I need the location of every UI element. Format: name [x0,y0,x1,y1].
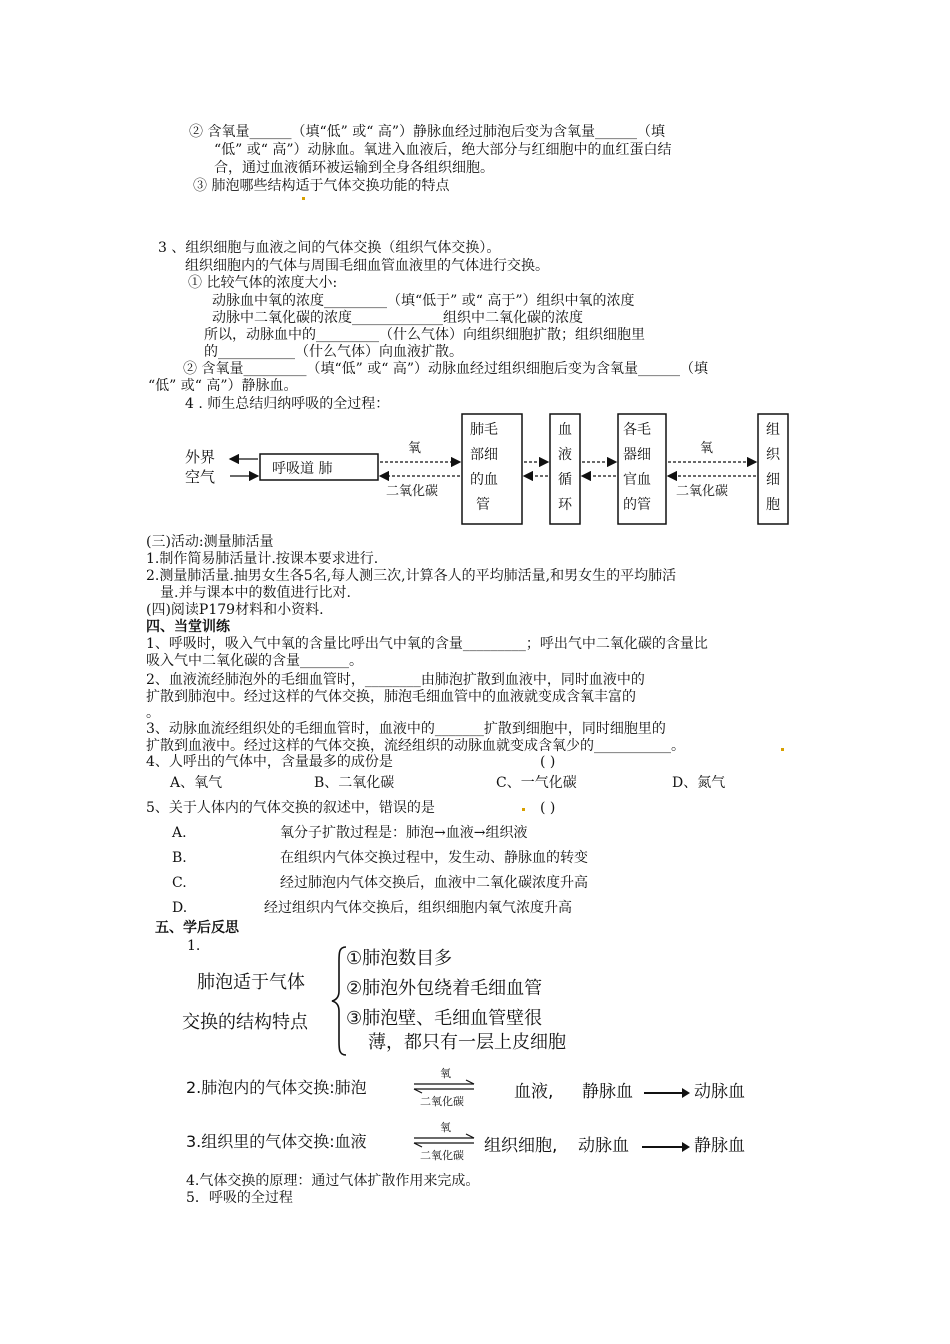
lung-cap-4: 管 [476,497,490,513]
q5-option-d-text: 经过组织内气体交换后，组织细胞内氧气浓度升高 [264,900,572,916]
tissue-2: 织 [766,447,780,463]
section3-line-oxygen: 动脉血中氧的浓度_________（填“低于” 或“ 高于”）组织中氧的浓度 [212,293,635,309]
lung-cap-3: 的血 [470,472,498,488]
question-2c: 。 [146,705,160,721]
section3-title: 3 、组织细胞与血液之间的气体交换（组织气体交换）。 [158,240,501,256]
section3-line-venous: “低” 或“ 高”）静脉血。 [148,378,298,394]
alveolar-exchange-label: 2.肺泡内的气体交换:肺泡 [186,1078,367,1097]
question-3a: 3、动脉血流经组织处的毛细血管时，血液中的_______扩散到细胞中，同时细胞里的 [146,721,666,737]
organ-cap-1: 各毛 [623,422,651,438]
flow-oxygen-1: 氧 [408,441,422,456]
lung-cap-2: 部细 [470,447,498,463]
stray-mark [781,748,784,751]
tissue-to-venous: 静脉血 [694,1136,745,1156]
question-5-answer-paren: ( ) [540,800,556,816]
section3-compare: ① 比较气体的浓度大小: [188,275,338,291]
respiration-flow-diagram [180,410,800,530]
alveolar-to-arterial: 动脉血 [694,1082,745,1102]
activity-step-1: 1.制作简易肺活量计.按课本要求进行. [146,551,379,567]
q5-option-a-letter: A. [172,825,187,841]
tissue-cells: 组织细胞, [484,1136,558,1156]
activity-step-2: 2.测量肺活量.抽男女生各5名,每人测三次,计算各人的平均肺活量,和男女生的平均肺活 [146,568,677,584]
tissue-1: 组 [766,422,780,438]
alveolus-point-2: ②肺泡外包绕着毛细血管 [346,978,543,999]
question-2b: 扩散到肺泡中。经过这样的气体交换，肺泡毛细血管中的血液就变成含氧丰富的 [146,689,636,705]
question-5: 5、关于人体内的气体交换的叙述中，错误的是 [146,800,435,816]
q4-option-b: B、二氧化碳 [314,775,395,791]
organ-cap-4: 的管 [623,497,651,513]
reflection-item-5: 5．呼吸的全过程 [186,1190,293,1206]
tissue-3: 细 [766,472,780,488]
tissue-from-arterial: 动脉血 [578,1136,629,1156]
section3-line-co2: 动脉中二氧化碳的浓度_____________组织中二氧化碳的浓度 [212,310,583,326]
outside-air-2: 空气 [185,468,216,486]
q5-option-c-letter: C. [172,875,187,891]
alveolar-exchange-arrows [410,1066,482,1112]
q5-option-b-letter: B. [172,850,187,866]
top-line-3: 合，通过血液循环被运输到全身各组织细胞。 [214,160,494,176]
alveolus-feature-left-1: 肺泡适于气体 [197,972,305,993]
alveolar-oxygen: 氧 [440,1067,451,1080]
lung-cap-1: 肺毛 [470,422,498,438]
section3-line-oxygen-content: ② 含氧量_________（填“低” 或“ 高”）动脉血经过组织细胞后变为含氧量______（填 [183,361,708,377]
top-line-4: ③ 肺泡哪些结构适于气体交换功能的特点 [193,178,450,194]
alveolar-co2: 二氧化碳 [420,1095,464,1108]
q5-option-c-text: 经过肺泡内气体交换后，血液中二氧化碳浓度升高 [280,875,588,891]
blood-1: 血 [558,422,572,438]
blood-3: 循 [558,472,572,488]
airway-label: 呼吸道 肺 [272,461,333,477]
section3-line-so2: 的___________（什么气体）向血液扩散。 [204,344,463,360]
reading-note: (四)阅读P179材料和小资料. [146,602,324,618]
alveolus-point-4: 薄，都只有一层上皮细胞 [368,1032,566,1053]
blood-2: 液 [558,447,572,463]
q4-option-d: D、氮气 [672,775,726,791]
q4-option-a: A、氧气 [170,775,223,791]
tissue-co2: 二氧化碳 [420,1149,464,1162]
question-1b: 吸入气中二氧化碳的含量_______。 [146,653,363,669]
tissue-4: 胞 [766,497,780,513]
alveolus-point-1: ①肺泡数目多 [346,948,453,969]
flow-co2-2: 二氧化碳 [676,484,729,499]
stray-mark [302,197,305,200]
q4-option-c: C、一气化碳 [496,775,577,791]
top-line-1: ② 含氧量______（填“低” 或“ 高”）静脉血经过肺泡后变为含氧量______（填 [189,124,665,140]
alveolus-point-3: ③肺泡壁、毛细血管壁很 [346,1008,543,1029]
practice-title: 四、当堂训练 [146,619,230,635]
question-4-answer-paren: ( ) [540,754,556,770]
question-3b: 扩散到血液中。经过这样的气体交换，流经组织的动脉血就变成含氧少的___________。 [146,738,685,754]
q5-option-b-text: 在组织内气体交换过程中，发生动、静脉血的转变 [280,850,588,866]
q5-option-a-text: 氧分子扩散过程是：肺泡→血液→组织液 [280,825,528,841]
organ-cap-3: 官血 [623,472,651,488]
question-2a: 2、血液流经肺泡外的毛细血管时，________由肺泡扩散到血液中，同时血液中的 [146,672,645,688]
q5-option-d-letter: D. [172,900,188,916]
reflection-title: 五、学后反思 [155,920,239,936]
alveolar-from-venous: 静脉血 [582,1082,633,1102]
tissue-exchange-arrows [410,1120,482,1166]
arrow-right-icon [642,1086,692,1100]
section3-intro: 组织细胞内的气体与周围毛细血管血液里的气体进行交换。 [185,258,549,274]
stray-mark [522,808,525,811]
question-4: 4、人呼出的气体中，含量最多的成份是 [146,754,393,770]
top-line-2: “低” 或“ 高”）动脉血。氧进入血液后，绝大部分与红细胞中的血红蛋白结 [214,142,672,158]
outside-air-1: 外界 [185,448,216,466]
alveolar-blood: 血液, [514,1082,554,1102]
flow-oxygen-2: 氧 [700,441,714,456]
activity-step-2b: 量.并与课本中的数值进行比对. [160,585,351,601]
reflection-item-1-number: 1. [187,938,201,954]
organ-cap-2: 器细 [623,447,651,463]
tissue-exchange-label: 3.组织里的气体交换:血液 [186,1132,367,1151]
blood-4: 环 [558,497,572,513]
activity-title: (三)活动:测量肺活量 [146,534,274,550]
alveolus-feature-left-2: 交换的结构特点 [182,1012,308,1033]
section3-line-so: 所以，动脉血中的_________（什么气体）向组织细胞扩散；组织细胞里 [204,327,645,343]
reflection-item-4: 4.气体交换的原理：通过气体扩散作用来完成。 [186,1173,480,1189]
question-1a: 1、呼吸时，吸入气中氧的含量比呼出气中氧的含量_________；呼出气中二氧化碳的含量比 [146,636,708,652]
flow-co2-1: 二氧化碳 [386,484,439,499]
section4-summary-title: 4 . 师生总结归纳呼吸的全过程： [185,396,390,412]
arrow-right-icon [640,1140,692,1154]
tissue-oxygen: 氧 [440,1121,451,1134]
